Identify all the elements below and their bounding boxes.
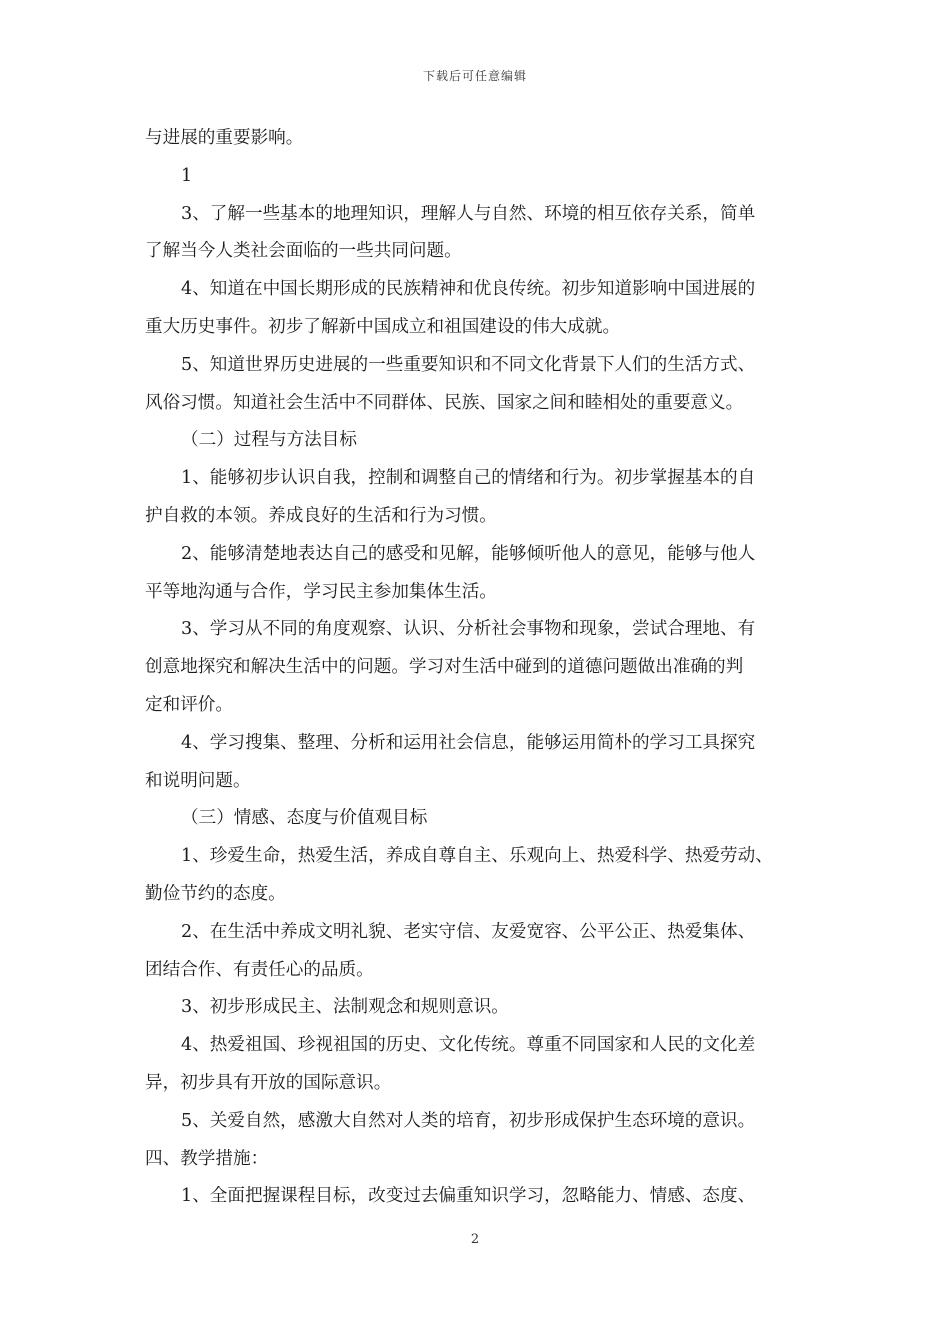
text-line: 5、关爱自然，感激大自然对人类的培育，初步形成保护生态环境的意识。 [181,1110,756,1131]
text-line: 1、能够初步认识自我，控制和调整自己的情绪和行为。初步掌握基本的自 [181,468,756,489]
text-line: 2、在生活中养成文明礼貌、老实守信、友爱宽容、公平公正、热爱集体、 [181,921,756,942]
text-line: 1 [181,165,193,186]
text-line: 和说明问题。 [145,770,251,791]
text-line: 3、初步形成民主、法制观念和规则意识。 [181,997,509,1018]
text-line: 1、全面把握课程目标，改变过去偏重知识学习，忽略能力、情感、态度、 [181,1186,756,1207]
text-line: 3、学习从不同的角度观察、认识、分析社会事物和现象，尝试合理地、有 [181,619,756,640]
text-line: 4、学习搜集、整理、分析和运用社会信息，能够运用简朴的学习工具探究 [181,732,756,753]
page-number: 2 [470,1232,480,1247]
text-line: （二）过程与方法目标 [181,430,357,451]
text-line: 护自救的本领。养成良好的生活和行为习惯。 [145,505,497,526]
text-line: 4、知道在中国长期形成的民族精神和优良传统。初步知道影响中国进展的 [181,279,756,300]
text-line: 团结合作、有责任心的品质。 [145,959,374,980]
text-line: 创意地探究和解决生活中的问题。学习对生活中碰到的道德问题做出准确的判 [145,657,744,678]
text-line: 勤俭节约的态度。 [145,883,286,904]
text-line: 3、了解一些基本的地理知识，理解人与自然、环境的相互依存关系，简单 [181,203,756,224]
text-line: 异，初步具有开放的国际意识。 [145,1072,392,1093]
text-line: 与进展的重要影响。 [145,128,304,148]
page-header: 下载后可任意编辑 [422,69,527,83]
text-line: 四、教学措施： [145,1148,269,1169]
text-line: 5、知道世界历史进展的一些重要知识和不同文化背景下人们的生活方式、 [181,354,756,375]
text-line: 了解当今人类社会面临的一些共同问题。 [145,241,462,262]
text-line: 平等地沟通与合作，学习民主参加集体生活。 [145,581,497,602]
text-line: 重大历史事件。初步了解新中国成立和祖国建设的伟大成就。 [145,316,621,337]
text-line: 2、能够清楚地表达自己的感受和见解，能够倾听他人的意见，能够与他人 [181,543,756,564]
document-body [145,120,815,1216]
text-line: 1、珍爱生命，热爱生活，养成自尊自主、乐观向上、热爱科学、热爱劳动、 [181,846,773,867]
text-line: （三）情感、态度与价值观目标 [181,808,428,829]
text-line: 定和评价。 [145,694,233,715]
text-line: 4、热爱祖国、珍视祖国的历史、文化传统。尊重不同国家和人民的文化差 [181,1035,756,1056]
text-line: 风俗习惯。知道社会生活中不同群体、民族、国家之间和睦相处的重要意义。 [145,392,744,413]
